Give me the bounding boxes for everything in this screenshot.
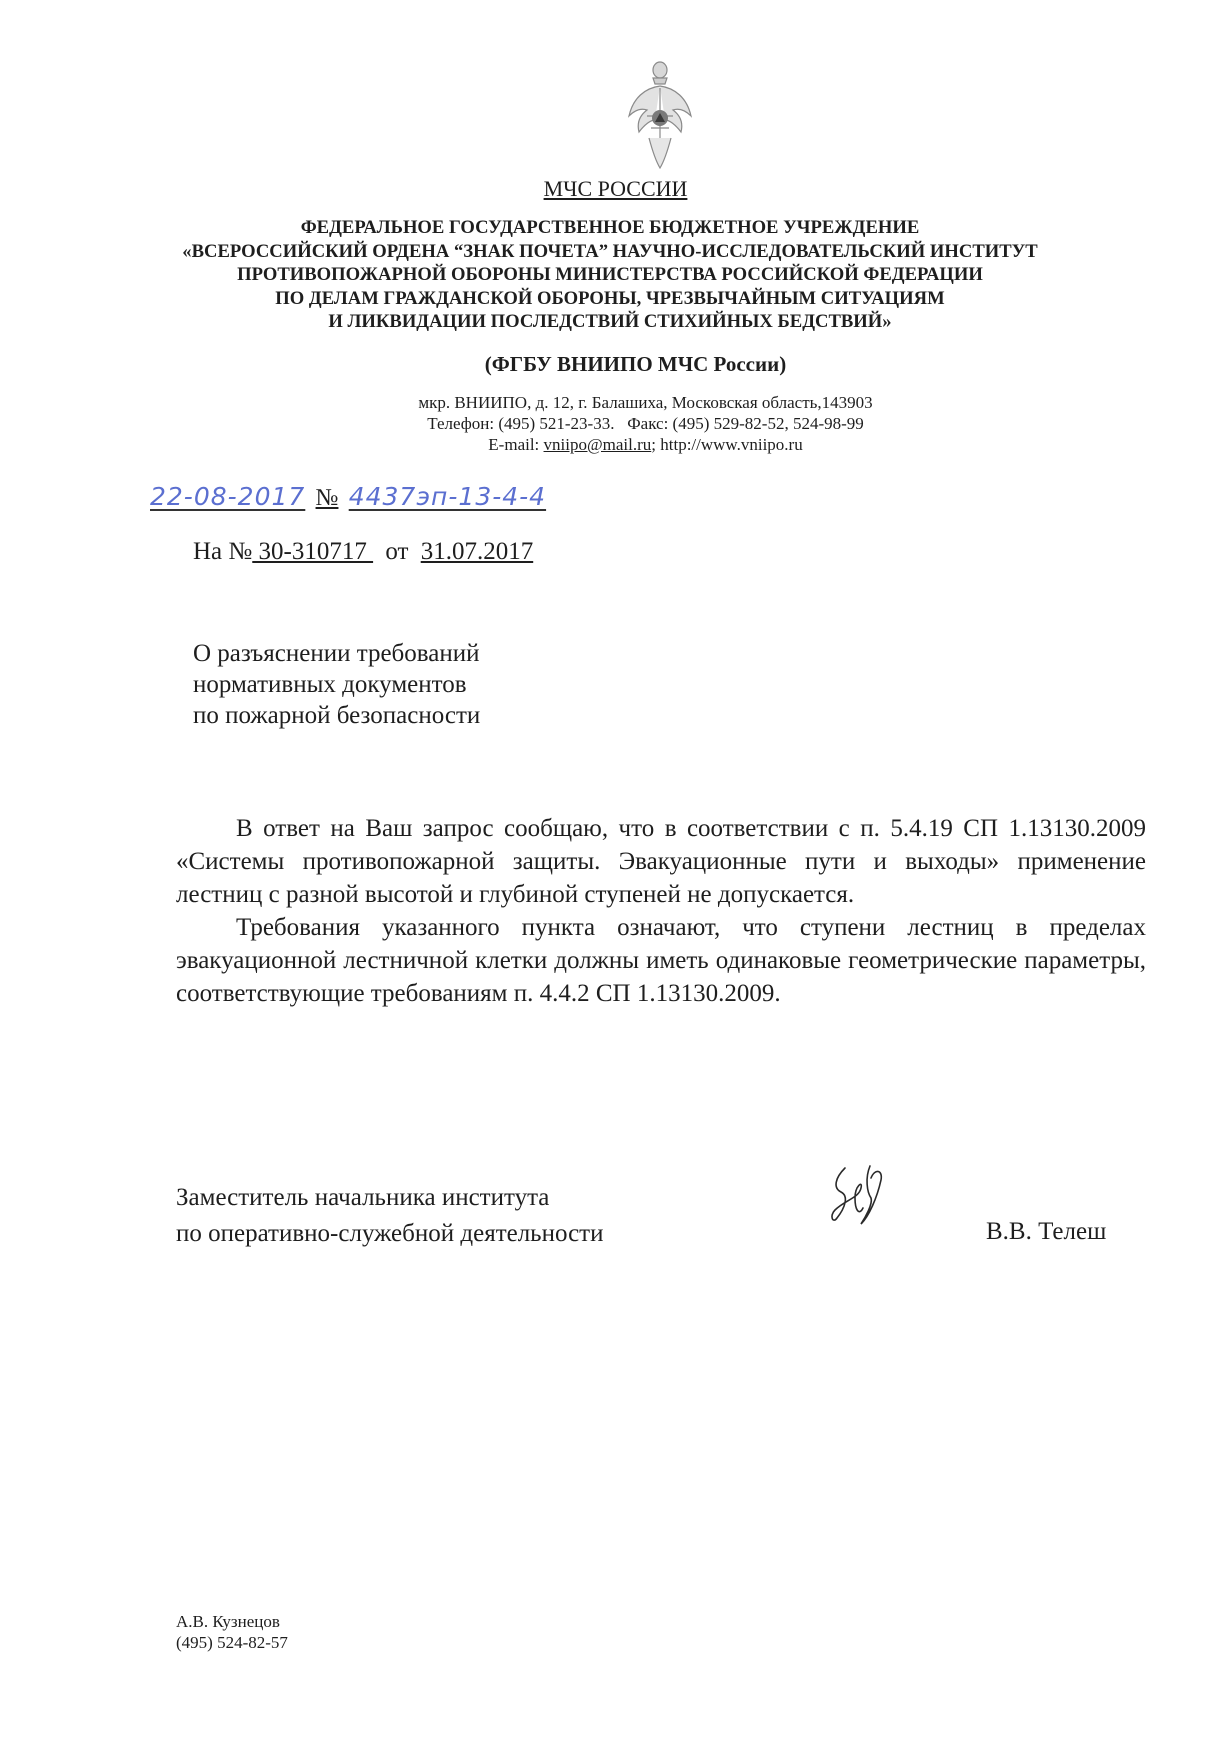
subject-line: по пожарной безопасности [193,702,481,729]
registration-line [150,482,546,512]
signatory-title [176,1180,604,1252]
letter-body [176,812,1146,1010]
signatory-name: В.В. Телеш [986,1218,1107,1245]
email-web-line [60,434,1231,455]
reply-date: 31.07.2017 [420,538,534,565]
website-link[interactable]: http://www.vniipo.ru [660,435,803,454]
separator: ; [651,435,661,454]
reply-reference [193,538,533,566]
ministry-name: МЧС РОССИИ [543,176,688,201]
organization-line: И ЛИКВИДАЦИИ ПОСЛЕДСТВИЙ СТИХИЙНЫХ БЕДСТВИЙ» [328,311,892,332]
organization-line: ПРОТИВОПОЖАРНОЙ ОБОРОНЫ МИНИСТЕРСТВА РОССИЙСКОЙ ФЕДЕРАЦИИ [237,264,983,285]
reply-from-label: от [385,538,409,565]
handwritten-signature-icon [815,1158,915,1238]
email-link[interactable]: vniipo@mail.ru [543,435,652,454]
signatory-title-line: Заместитель начальника института [176,1184,550,1211]
number-sign: № [315,485,339,511]
registration-date: 22-08-2017 [150,482,306,511]
reply-number: 30-310717 [252,538,374,565]
subject-line: О разъяснении требований [193,640,480,667]
subject-line: нормативных документов [193,671,467,698]
contact-block [0,392,1231,455]
subject [193,638,480,731]
organization-abbreviation: (ФГБУ ВНИИПО МЧС России) [484,352,787,376]
executor-phone: (495) 524-82-57 [176,1633,288,1652]
signatory-title-line: по оперативно-служебной деятельности [176,1220,604,1247]
executor-name: А.В. Кузнецов [176,1612,280,1631]
organization-line: ПО ДЕЛАМ ГРАЖДАНСКОЙ ОБОРОНЫ, ЧРЕЗВЫЧАЙНЫМ СИТУАЦИЯМ [275,287,945,309]
emercom-emblem-icon [625,58,695,173]
organization-line: «ВСЕРОССИЙСКИЙ ОРДЕНА “ЗНАК ПОЧЕТА” НАУЧНО-ИССЛЕДОВАТЕЛЬСКИЙ ИНСТИТУТ [182,240,1038,262]
executor-block [176,1611,288,1653]
body-paragraph: Требования указанного пункта означают, что ступени лестниц в пределах эвакуационной лестничной клетки должны иметь одинаковые геометрические параметры, соответствующие требованиям п. 4.4.2 СП 1.13130.2009. [176,914,1146,1007]
body-paragraph: В ответ на Ваш запрос сообщаю, что в соответствии с п. 5.4.19 СП 1.13130.2009 «Системы противопожарной защиты. Эвакуационные пути и выходы» применение лестниц с разной высотой и глубиной ступеней не допускается. [176,815,1146,908]
organization-name [169,216,1051,334]
organization-line: ФЕДЕРАЛЬНОЕ ГОСУДАРСТВЕННОЕ БЮДЖЕТНОЕ УЧРЕЖДЕНИЕ [300,217,920,238]
reply-prefix: На № [193,538,253,565]
email-label: E-mail: [488,435,544,454]
registration-number: 4437эп-13-4-4 [348,482,547,511]
postal-address: мкр. ВНИИПО, д. 12, г. Балашиха, Московская область,143903 [418,393,873,412]
phone-fax: Телефон: (495) 521-23-33. Факс: (495) 529-82-52, 524-98-99 [427,414,864,433]
